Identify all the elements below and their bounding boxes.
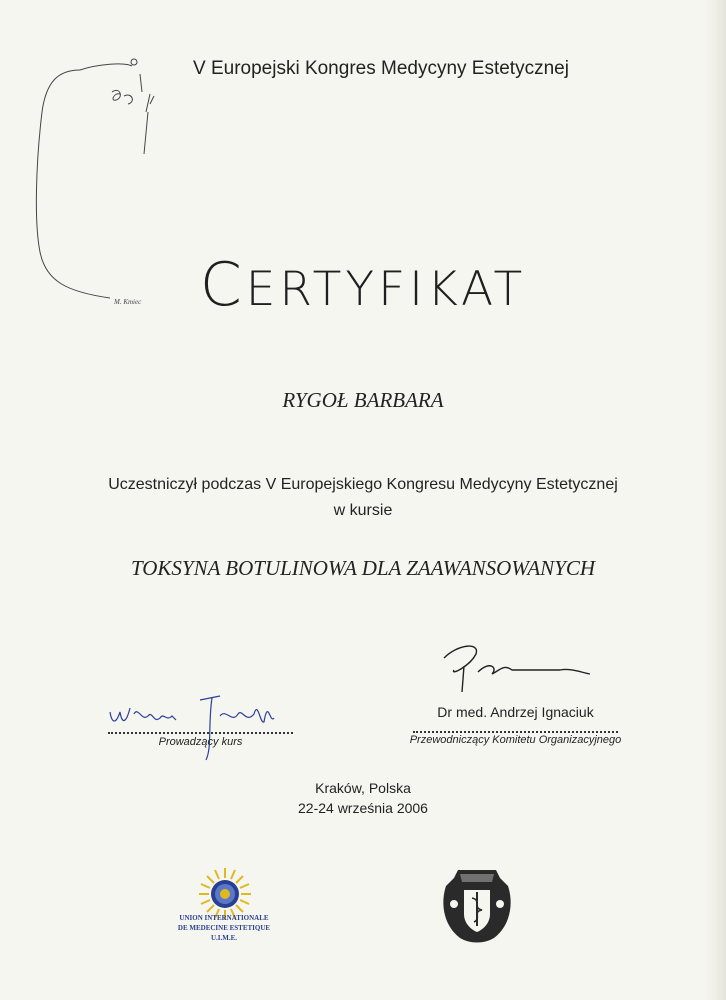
course-leader-role: Prowadzący kurs [158,736,243,748]
participation-text [0,472,726,524]
participation-line-1: Uczestniczył podczas V Europejskiego Kongresu Medycyny Estetycznej [108,476,618,493]
chairman-role: Przewodniczący Komitetu Organizacyjnego [409,734,622,746]
chairman-name: Dr med. Andrzej Ignaciuk [437,704,594,720]
uime-line-3: U.I.M.E. [210,934,238,942]
uime-line-1: UNION INTERNATIONALE [179,914,269,922]
chairman-signature [440,636,600,696]
uime-line-2: DE MEDECINE ESTETIQUE [177,924,271,932]
heading-initial: C [199,250,246,320]
heading-rest: ERTYFIKAT [245,262,527,317]
uime-logo-text [168,913,280,943]
event-date: 22-24 września 2006 [298,800,428,816]
congress-title: V Europejski Kongres Medycyny Estetycznej [193,58,569,79]
signature-line-right [413,731,618,733]
seal-emblem-icon [438,864,516,946]
participation-line-2: w kursie [333,502,393,519]
signature-line-left [108,732,293,734]
certificate-heading [0,250,726,320]
place: Kraków, Polska [315,780,411,796]
recipient-name: RYGOŁ BARBARA [282,388,444,412]
place-and-date [0,778,726,818]
course-title: TOKSYNA BOTULINOWA DLA ZAAWANSOWANYCH [130,556,596,580]
course-leader-signature [108,694,298,762]
sketch-signature: M. Kmiec [114,298,142,306]
